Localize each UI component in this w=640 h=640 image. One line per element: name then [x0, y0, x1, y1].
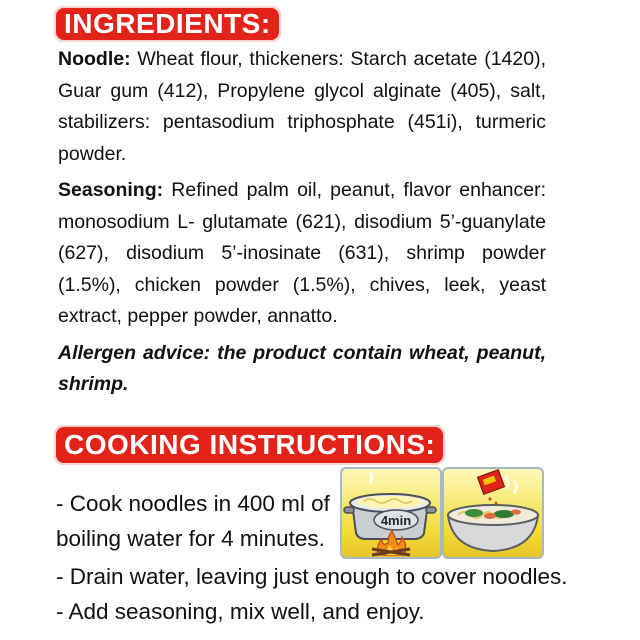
- seasoning-label: Seasoning:: [58, 179, 164, 201]
- noodle-bowl-icon: [442, 467, 544, 559]
- noodle-text: Wheat flour, thickeners: Starch acetate (1420), Guar gum (412), Propylene glycol alginate (405), salt, stabilizers: pentasodium triphosphate (451i), turmeric powder.: [58, 48, 546, 165]
- seasoning-text: Refined palm oil, peanut, flavor enhancer: monosodium L- glutamate (621), disodium 5’-guanylate (627), disodium 5’-inosinate (631), shrimp powder (1.5%), chicken powder (1.5%), chives, leek, yeast extract, pepper powder, annatto.: [58, 179, 546, 327]
- ingredients-heading: INGREDIENTS:: [54, 6, 281, 42]
- step1-line2: boiling water for 4 minutes.: [56, 526, 325, 551]
- timer-label: 4min: [380, 513, 412, 528]
- pot-boiling-icon: [340, 467, 442, 559]
- noodle-paragraph: [58, 44, 546, 170]
- step2-text: - Drain water, leaving just enough to cover noodles.: [56, 564, 568, 589]
- seasoning-paragraph: [58, 175, 546, 333]
- noodle-label: Noodle:: [58, 48, 131, 70]
- cooking-heading: COOKING INSTRUCTIONS:: [54, 425, 445, 465]
- step3-text: - Add seasoning, mix well, and enjoy.: [56, 599, 425, 624]
- allergen-advice: Allergen advice: the product contain wheat, peanut, shrimp.: [58, 341, 546, 395]
- step1-line1: - Cook noodles in 400 ml of: [56, 491, 330, 516]
- ingredients-section: [58, 44, 546, 401]
